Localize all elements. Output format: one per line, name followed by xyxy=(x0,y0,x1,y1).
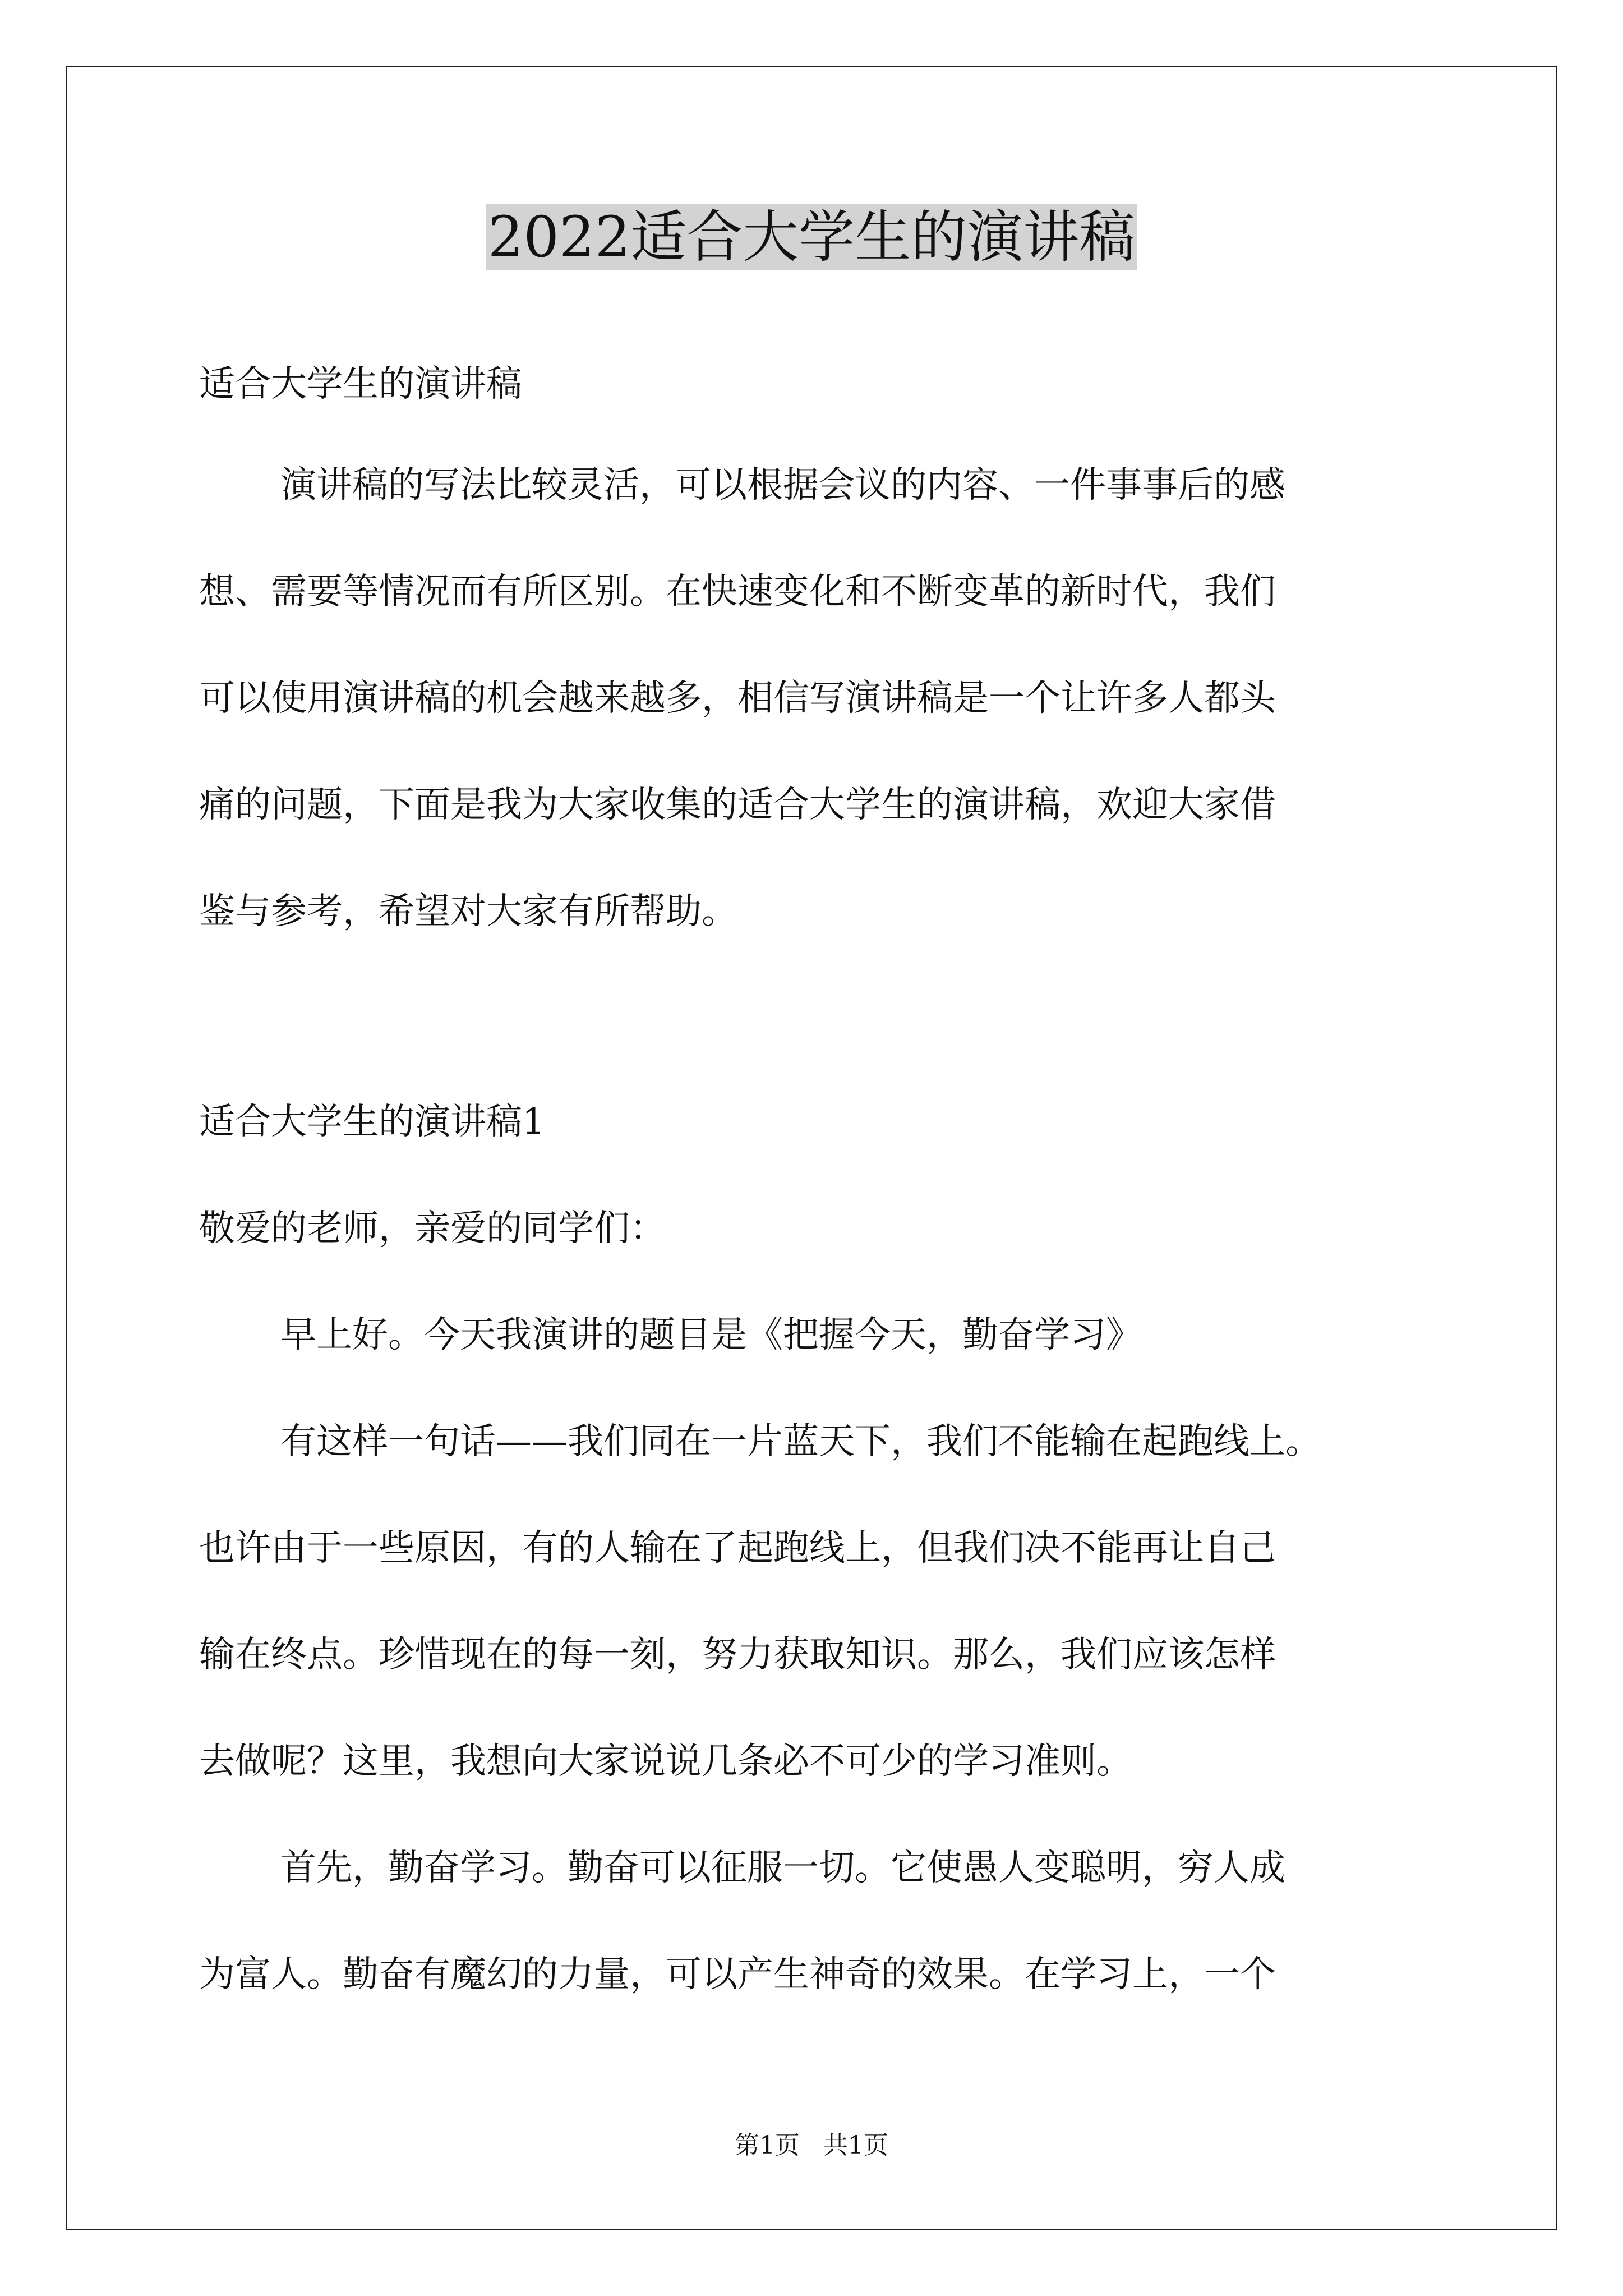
paragraph-line: 为富人。勤奋有魔幻的力量，可以产生神奇的效果。在学习上，一个 xyxy=(199,1954,1276,1995)
page-number-footer: 第1页 共1页 xyxy=(735,2131,888,2160)
intro-line: 鉴与参考，希望对大家有所帮助。 xyxy=(199,891,737,932)
paragraph-line: 去做呢？这里，我想向大家说说几条必不可少的学习准则。 xyxy=(199,1741,1132,1782)
section-heading: 适合大学生的演讲稿1 xyxy=(199,1101,545,1143)
document-title: 2022适合大学生的演讲稿 xyxy=(0,198,1623,277)
paragraph-line: 首先，勤奋学习。勤奋可以征服一切。它使愚人变聪明，穷人成 xyxy=(280,1847,1285,1889)
intro-line: 痛的问题，下面是我为大家收集的适合大学生的演讲稿，欢迎大家借 xyxy=(199,784,1276,826)
paragraph-line: 输在终点。珍惜现在的每一刻，努力获取知识。那么，我们应该怎样 xyxy=(199,1634,1276,1676)
greeting: 敬爱的老师，亲爱的同学们： xyxy=(199,1208,666,1249)
intro-line: 可以使用演讲稿的机会越来越多，相信写演讲稿是一个让许多人都头 xyxy=(199,678,1276,719)
opening-paragraph: 早上好。今天我演讲的题目是《把握今天，勤奋学习》 xyxy=(280,1314,1142,1356)
intro-line: 想、需要等情况而有所区别。在快速变化和不断变革的新时代，我们 xyxy=(199,571,1276,613)
paragraph-line: 也许由于一些原因，有的人输在了起跑线上，但我们决不能再让自己 xyxy=(199,1527,1276,1569)
paragraph-line: 有这样一句话——我们同在一片蓝天下，我们不能输在起跑线上。 xyxy=(280,1421,1321,1462)
document-subtitle: 适合大学生的演讲稿 xyxy=(199,364,522,405)
intro-line: 演讲稿的写法比较灵活，可以根据会议的内容、一件事事后的感 xyxy=(280,464,1285,506)
